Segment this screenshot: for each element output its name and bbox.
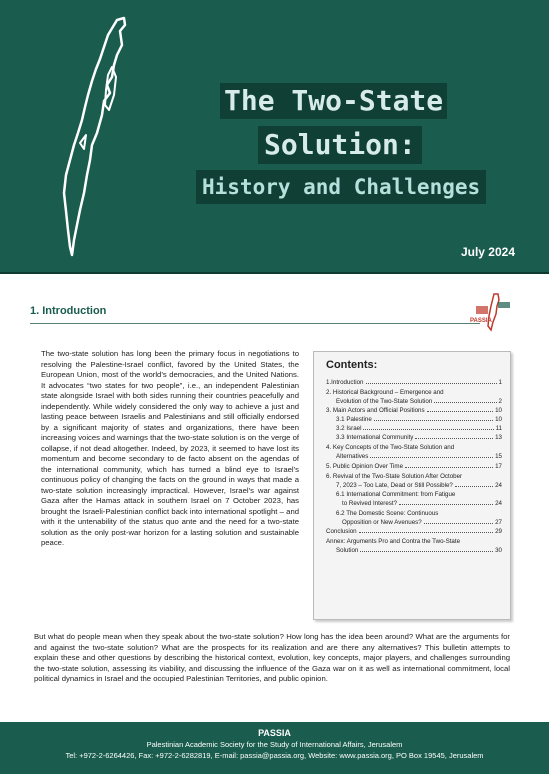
- footer-contact: Tel: +972-2-6264426, Fax: +972-2-6282819, E-mail: passia@passia.org, Website: www.passia.org, PO Box 19545, Jerusalem: [65, 751, 484, 760]
- header-divider: [0, 272, 549, 274]
- footer: [0, 722, 549, 774]
- toc-item[interactable]: 2. Historical Background – Emergence and: [326, 389, 444, 396]
- toc-item[interactable]: 6. Revival of the Two-State Solution After October: [326, 473, 463, 480]
- footer-org: PASSIA: [258, 728, 291, 738]
- toc-item[interactable]: 3.3 International Community 13: [336, 434, 502, 441]
- toc-item[interactable]: 6.1 International Commitment: from Fatigue: [336, 491, 456, 498]
- title-line-1: The Two-State: [220, 83, 447, 119]
- section-heading: [30, 301, 480, 324]
- subtitle: History and Challenges: [196, 170, 486, 204]
- toc-item[interactable]: Opposition or New Avenues? 27: [342, 519, 502, 526]
- footer-full-name: Palestinian Academic Society for the Study of International Affairs, Jerusalem: [146, 740, 403, 749]
- intro-paragraph: The two-state solution has long been the primary focus in negotiations to resolving the Palestine-Israel conflict, favored by the United States, the European Union, most of the world’s democracies, and the United Nations. It advocates “two states for two people”, i.e., an independent Palestinian state alongside Israel with both sides running their countries peacefully and independently. While widely considered the only way to achieve a just and lasting peace between Israelis and Palestinians and still officially endorsed by a significant majority of states and organizations, there have been increasing voices and warnings that the two-state solution is on the verge of collapse, if not dead altogether. Indeed, by 2023, it seemed to have lost its momentum and become secondary to de facto absent on the agendas of the international community, which has turned a blind eye to Israel’s continuous policy of changing the facts on the ground in ways that made a two-state solution increasingly impractical. However, Israel’s war against Gaza after the Hamas attack in southern Israel on 7 October 2023, has brought the Israeli-Palestinian conflict back into international spotlight – and with it the untenability of the status quo ante and the need for a two-state solution as the only post-war horizon for a lasting solution and sustainable peace.: [41, 349, 299, 547]
- toc-item[interactable]: 5. Public Opinion Over Time 17: [326, 463, 502, 470]
- toc-item[interactable]: 3. Main Actors and Official Positions 10: [326, 407, 502, 414]
- section-title: 1. Introduction: [30, 305, 107, 317]
- toc-item[interactable]: Annex: Arguments Pro and Contra the Two-State: [326, 538, 461, 545]
- toc-item[interactable]: 6.2 The Domestic Scene: Continuous: [336, 510, 439, 517]
- contents-box: [313, 351, 511, 620]
- contents-heading: Contents:: [326, 359, 378, 371]
- toc-item[interactable]: to Revived Interest? 24: [342, 500, 502, 507]
- toc-item[interactable]: Evolution of the Two-State Solution 2: [336, 398, 502, 405]
- toc-list: [326, 378, 502, 555]
- toc-item[interactable]: 3.1 Palestine 10: [336, 416, 502, 423]
- toc-item[interactable]: 7, 2023 – Too Late, Dead or Still Possible? 24: [336, 482, 502, 489]
- passia-logo-icon: [468, 292, 514, 332]
- toc-item[interactable]: 4. Key Concepts of the Two-State Solution and: [326, 444, 455, 451]
- publication-date: July 2024: [460, 245, 515, 259]
- toc-item[interactable]: Conclusion 29: [326, 528, 502, 535]
- toc-item[interactable]: 1.Introduction 1: [326, 379, 502, 386]
- logo-text: PASSIA: [470, 318, 492, 324]
- toc-item[interactable]: Solution 30: [336, 547, 502, 554]
- toc-item[interactable]: 3.2 Israel 11: [336, 425, 502, 432]
- toc-item[interactable]: Alternatives 15: [336, 453, 502, 460]
- title-line-2: Solution:: [258, 126, 422, 164]
- cover-header: [0, 0, 549, 273]
- bottom-paragraph: But what do people mean when they speak about the two-state solution? How long has the idea been around? What are the arguments for and against the two-state solution? What are the prospects for its realization and are there any alternatives? This bulletin attempts to explain these and other questions by describing the historical context, evolution, key concepts, major players, and challenges surrounding the two-state solution, assessing its viability, and discussing the influence of the Gaza war on it as well as international commitment, local political dynamics in Israel and the occupied Palestinian Territories, and public opinion.: [34, 632, 510, 683]
- palestine-map-icon: [62, 15, 142, 260]
